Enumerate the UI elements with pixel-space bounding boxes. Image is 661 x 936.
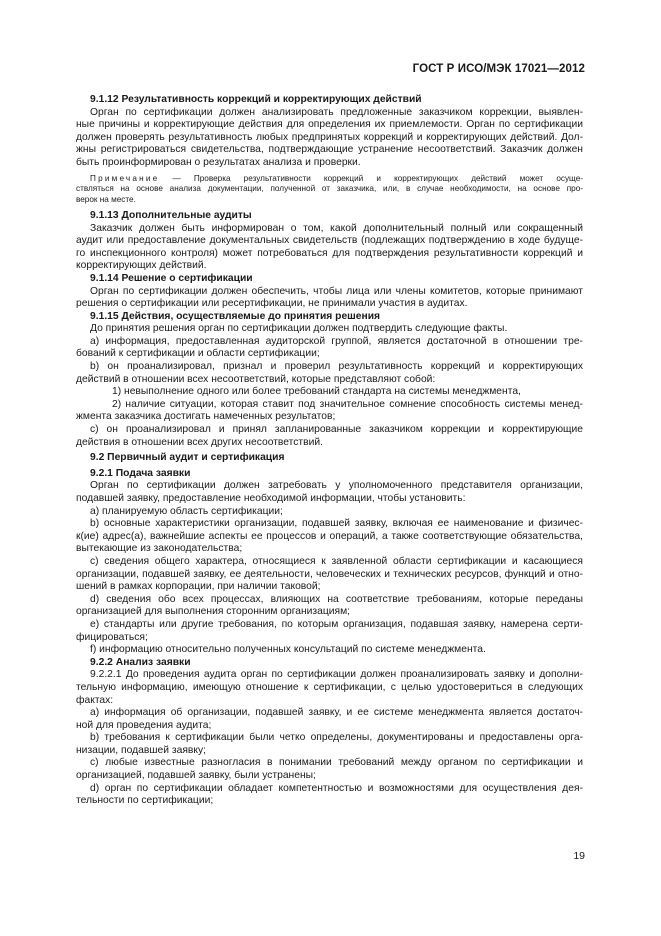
- text-line: вытекающие из законодательства;: [76, 543, 243, 555]
- text-line: организацией, подавшей заявку, были устранены;: [76, 770, 316, 782]
- text-line: низации, подавшей заявку;: [76, 744, 207, 756]
- list-item-c: с) любые известные разногласия в понимании требований между органом по сертификации и: [90, 757, 583, 769]
- text-line: аудит или предоставление документальных свидетельств (подлежащих подтверждению в ходе будуще-: [76, 235, 583, 247]
- text-line: тельную информацию, имеющую отношение к сертификации, с целью удостовериться в следующих: [76, 681, 583, 693]
- text-line: действий в отношении всех несоответствий, которые представляют собой:: [76, 373, 436, 385]
- sub-item-1: 1) невыполнение одного или более требований стандарта на системы менеджмента,: [112, 386, 521, 398]
- text-line: должен проверять результативность любых предпринятых коррекций и корректирующих действий. Дол-: [76, 131, 583, 143]
- list-item-e: е) стандарты или другие требования, по которым организация, подавшая заявку, намерена серти-: [90, 618, 583, 630]
- note-label: Примечание: [90, 173, 160, 183]
- text-line: организации, подавшей заявку, ее деятельности, человеческих и технических ресурсов, функций и отно-: [76, 568, 583, 580]
- sub-item-2: 2) наличие ситуации, которая ставит под значительное сомнение способность системы менед-: [112, 398, 583, 410]
- text-line: решения о сертификации или ресертификации, не принимали участия в аудитах.: [76, 298, 468, 310]
- list-item-d: d) сведения обо всех процессах, влияющих на соответствие требованиям, которые переданы: [90, 593, 583, 605]
- section-heading-9-2-2: 9.2.2 Анализ заявки: [90, 656, 191, 668]
- list-item-f: f) информацию относительно полученных консультаций по системе менеджмента.: [90, 644, 486, 656]
- text-line: организацией для выполнения сторонним организациям;: [76, 606, 351, 618]
- text-line: ной для проведения аудита;: [76, 719, 212, 731]
- section-heading-9-1-12: 9.1.12 Результативность коррекций и корректирующих действий: [90, 94, 422, 105]
- list-item-c: с) он проанализировал и принял запланированные заказчиком коррекции и корректирующие: [90, 424, 583, 436]
- list-item-c: с) сведения общего характера, относящиеся к заявленной области сертификации и касающиеся: [90, 555, 583, 567]
- note-line: [76, 174, 583, 185]
- section-heading-9-1-15: 9.1.15 Действия, осуществляемые до принятия решения: [90, 310, 381, 322]
- page-number: 19: [573, 850, 585, 862]
- list-item-a: а) информация об организации, подавшей заявку, и ее системе менеджмента является достаточ-: [90, 707, 583, 719]
- text-line: действия в отношении всех других несоответствий.: [76, 436, 323, 448]
- text-line: жмента заказчика достигать намеченных результатов;: [76, 411, 336, 423]
- text-line: к(ие) адрес(а), важнейшие аспекты ее процессов и операций, а также соответствующие обязательства,: [76, 530, 583, 542]
- text-line: фицироваться;: [76, 631, 148, 643]
- text-line: жны регистрироваться свидетельства, подтверждающие устранение несоответствий. Заказчик должен: [76, 144, 583, 156]
- note-text: — Проверка результативности коррекций и корректирующих действий может осуще-: [172, 173, 583, 183]
- text-line: корректирующих действий.: [76, 260, 207, 272]
- note-line: ствляться на основе анализа документации, полученной от заказчика, или, в случае необходимости, на основе про-: [76, 184, 583, 194]
- section-heading-9-1-13: 9.1.13 Дополнительные аудиты: [90, 209, 252, 221]
- section-heading-9-2: 9.2 Первичный аудит и сертификация: [90, 452, 285, 464]
- text-line: тельности по сертификации;: [76, 795, 214, 807]
- section-heading-9-2-1: 9.2.1 Подача заявки: [90, 467, 191, 479]
- text-line: Орган по сертификации должен обеспечить, чтобы лица или члены комитетов, которые принимают: [90, 285, 583, 297]
- text-line: фактах:: [76, 694, 114, 706]
- text-line: Орган по сертификации должен затребовать у уполномоченного представителя организации,: [90, 480, 583, 492]
- text-line: подавшей заявку, предоставление необходимой информации, чтобы установить:: [76, 493, 466, 505]
- text-line: 9.2.2.1 До проведения аудита орган по сертификации должен проанализировать заявку и дополни-: [90, 669, 583, 681]
- section-heading-9-1-14: 9.1.14 Решение о сертификации: [90, 272, 253, 284]
- note-line: верок на месте.: [76, 195, 136, 205]
- list-item-d: d) орган по сертификации обладает компетентностью и возможностями для осуществления дея-: [90, 782, 583, 794]
- standard-header: ГОСТ Р ИСО/МЭК 17021—2012: [412, 63, 585, 75]
- list-item-b: b) требования к сертификации были четко определены, документированы и предоставлены орга-: [90, 732, 583, 744]
- list-item-a: а) планируемую область сертификации;: [90, 505, 283, 517]
- text-line: быть проинформирован о результатах анализа и проверки.: [76, 156, 361, 168]
- page-content: [76, 94, 583, 808]
- text-line: бований к сертификации и области сертификации;: [76, 348, 320, 360]
- text-line: шений в рамках корпорации, при наличии таковой;: [76, 581, 321, 593]
- text-line: го инспекционного контроля) может потребоваться для подтверждения результативности коррекций и: [76, 247, 583, 259]
- text-line: Заказчик должен быть информирован о том, какой дополнительный полный или сокращенный: [90, 222, 583, 234]
- text-line: До принятия решения орган по сертификации должен подтвердить следующие факты.: [90, 323, 508, 335]
- list-item-b: b) основные характеристики организации, подавшей заявку, включая ее наименование и физичес-: [90, 518, 583, 530]
- text-line: ные причины и корректирующие действия для определения их приемлемости. Орган по сертификации: [76, 119, 583, 131]
- text-line: Орган по сертификации должен анализировать предложенные заказчиком коррекции, выявлен-: [90, 106, 583, 118]
- list-item-a: а) информация, предоставленная аудиторской группой, является достаточной в отношении тре-: [90, 335, 583, 347]
- list-item-b: b) он проанализировал, признал и проверил результативность коррекций и корректирующих: [90, 361, 583, 373]
